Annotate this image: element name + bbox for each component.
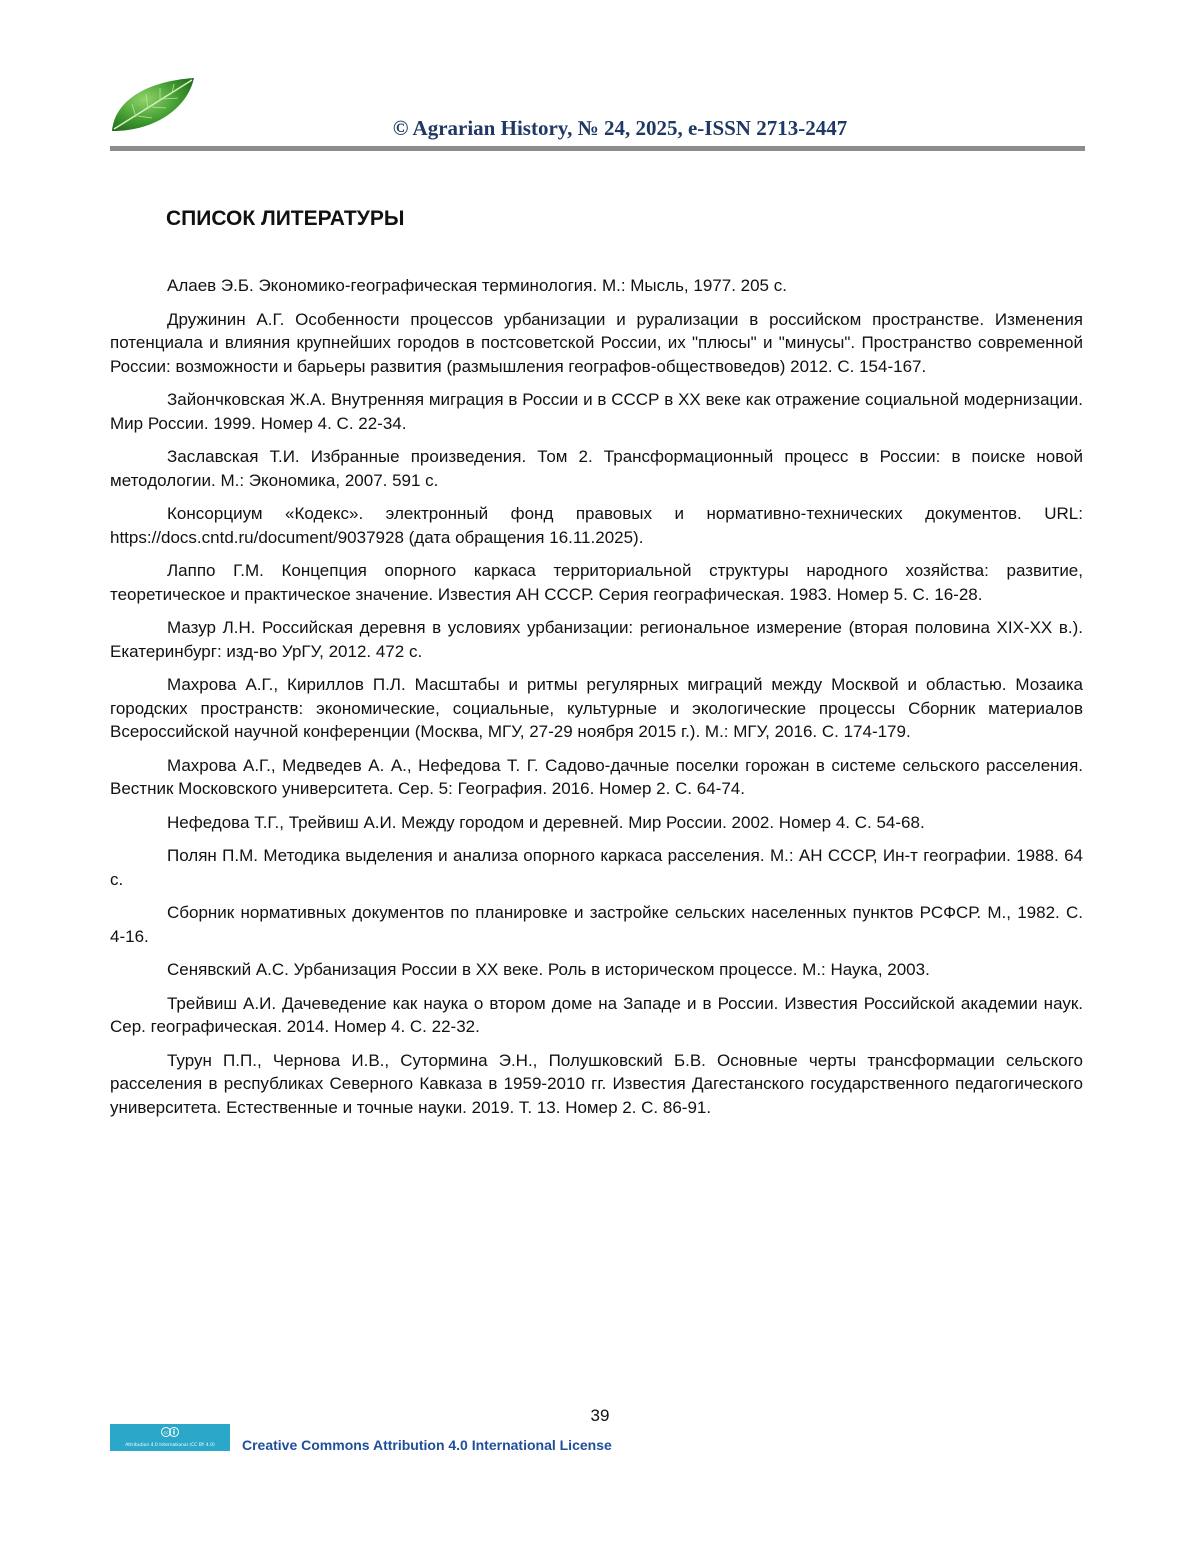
reference-item: Заславская Т.И. Избранные произведения. Том 2. Трансформационный процесс в России: в поиске новой методологии. М.: Экономика, 2007. 591 с. [110,447,1083,490]
page-number: 39 [590,1406,610,1425]
reference-item: Мазур Л.Н. Российская деревня в условиях урбанизации: региональное измерение (вторая половина XIX-XX в.). Екатеринбург: изд-во УрГУ, 2012. 472 с. [110,618,1083,661]
cc-license-badge[interactable] [110,1424,230,1451]
reference-item: Полян П.М. Методика выделения и анализа опорного каркаса расселения. М.: АН СССР, Ин-т географии. 1988. 64 с. [110,846,1083,889]
reference-item: Нефедова Т.Г., Трейвиш А.И. Между городом и деревней. Мир России. 2002. Номер 4. С. 54-68. [167,812,925,832]
reference-list [110,274,1083,1129]
reference-item: Махрова А.Г., Медведев А. А., Нефедова Т. Г. Садово-дачные поселки горожан в системе сельского расселения. Вестник Московского университета. Сер. 5: География. 2016. Номер 2. С. 64-74. [110,755,1083,798]
cc-by-icon [161,1426,179,1438]
section-heading: СПИСОК ЛИТЕРАТУРЫ [166,207,405,230]
reference-item: Трейвиш А.И. Дачеведение как наука о втором доме на Западе и в России. Известия Российской академии наук. Сер. географическая. 2014. Номер 4. С. 22-32. [110,993,1083,1036]
reference-item: Алаев Э.Б. Экономико-географическая терминология. М.: Мысль, 1977. 205 с. [167,276,787,295]
header-divider [110,146,1085,151]
reference-item: Турун П.П., Чернова И.В., Сутормина Э.Н., Полушковский Б.В. Основные черты трансформации сельского расселения в республиках Северного Кавказа в 1959-2010 гг. Известия Дагестанского государственного педагогического университета. Естественные и точные науки. 2019. Т. 13. Номер 2. С. 86-91. [110,1050,1083,1117]
reference-item: Консорциум «Кодекс». электронный фонд правовых и нормативно-технических документов. URL: https://docs.cntd.ru/document/9037928 (дата обращения 16.11.2025). [110,504,1083,547]
reference-item: Дружинин А.Г. Особенности процессов урбанизации и рурализации в российском пространстве. Изменения потенциала и влияния крупнейших городов в постсоветской России, их "плюсы" и "минусы". Пространство современной России: возможности и барьеры развития (размышления географов-обществоведов) 2012. С. 154-167. [110,309,1083,376]
reference-item: Лаппо Г.М. Концепция опорного каркаса территориальной структуры народного хозяйства: развитие, теоретическое и практическое значение. Известия АН СССР. Серия географическая. 1983. Номер 5. С. 16-28. [110,561,1083,604]
reference-item: Сенявский А.С. Урбанизация России в XX веке. Роль в историческом процессе. М.: Наука, 2003. [167,960,930,979]
journal-header-title: © Agrarian History, № 24, 2025, e-ISSN 2713-2447 [392,116,848,140]
cc-badge-text: Attribution 4.0 International (CC BY 4.0) [125,1443,215,1448]
svg-text:cc: cc [163,1430,169,1436]
reference-item: Зайончковская Ж.А. Внутренняя миграция в России и в СССР в XX веке как отражение социальной модернизации. Мир России. 1999. Номер 4. С. 22-34. [110,390,1083,433]
reference-item: Сборник нормативных документов по планировке и застройке сельских населенных пунктов РСФСР. М., 1982. С. 4-16. [110,903,1083,946]
reference-item: Махрова А.Г., Кириллов П.Л. Масштабы и ритмы регулярных миграций между Москвой и областью. Мозаика городских пространств: экономические, социальные, культурные и экологические процессы Сборник материалов Всероссийской научной конференции (Москва, МГУ, 27-29 ноября 2015 г.). М.: МГУ, 2016. С. 174-179. [110,675,1083,741]
leaf-icon [108,76,200,134]
license-link[interactable]: Creative Commons Attribution 4.0 International License [242,1437,612,1453]
